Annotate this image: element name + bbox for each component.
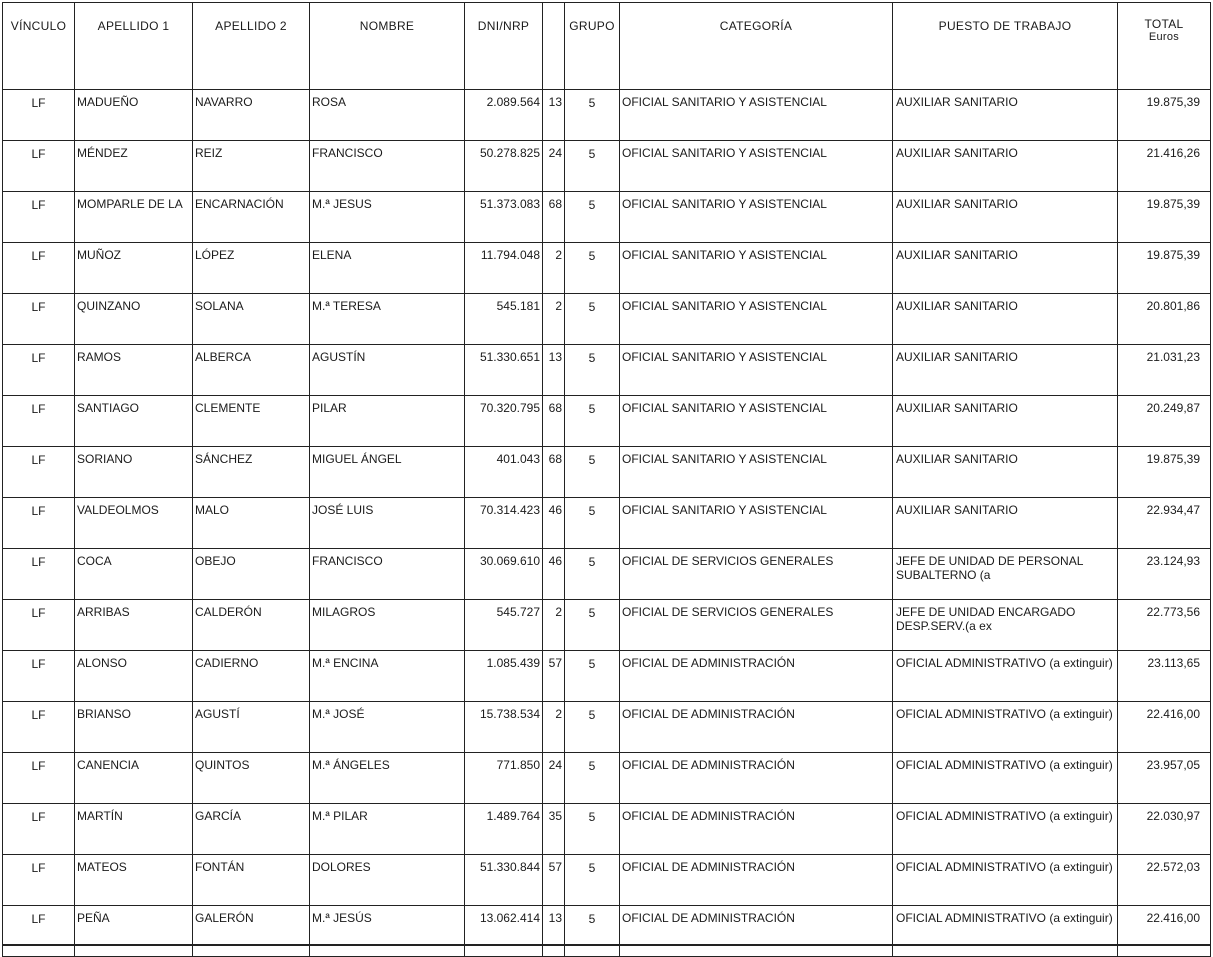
cell-nombre: M.ª JESÚS — [310, 906, 465, 957]
cell-apellido2: AGUSTÍ — [193, 702, 310, 753]
cell-vinculo: LF — [3, 141, 75, 192]
table-row — [3, 345, 1211, 396]
table-row — [3, 243, 1211, 294]
bottom-rule — [2, 944, 1210, 946]
table-row — [3, 804, 1211, 855]
cell-categoria: OFICIAL SANITARIO Y ASISTENCIAL — [620, 498, 893, 549]
header-total — [1118, 3, 1211, 90]
cell-apellido1: MÉNDEZ — [75, 141, 193, 192]
cell-dni: 51.330.844 — [465, 855, 543, 906]
cell-nrp: 2 — [543, 294, 565, 345]
table-row — [3, 702, 1211, 753]
table-row — [3, 600, 1211, 651]
cell-nrp: 68 — [543, 396, 565, 447]
cell-dni: 50.278.825 — [465, 141, 543, 192]
cell-nombre: M.ª JOSÉ — [310, 702, 465, 753]
cell-nrp: 13 — [543, 90, 565, 141]
cell-total: 20.249,87 — [1118, 396, 1211, 447]
cell-categoria: OFICIAL DE ADMINISTRACIÓN — [620, 855, 893, 906]
header-row — [3, 3, 1211, 90]
cell-apellido2: OBEJO — [193, 549, 310, 600]
cell-total: 22.030,97 — [1118, 804, 1211, 855]
cell-puesto: AUXILIAR SANITARIO — [893, 396, 1118, 447]
cell-apellido2: LÓPEZ — [193, 243, 310, 294]
cell-grupo: 5 — [565, 702, 620, 753]
cell-total: 22.934,47 — [1118, 498, 1211, 549]
cell-apellido1: COCA — [75, 549, 193, 600]
cell-grupo: 5 — [565, 192, 620, 243]
cell-dni: 13.062.414 — [465, 906, 543, 957]
cell-apellido2: REIZ — [193, 141, 310, 192]
cell-puesto: OFICIAL ADMINISTRATIVO (a extinguir) — [893, 906, 1118, 957]
cell-puesto: AUXILIAR SANITARIO — [893, 294, 1118, 345]
cell-categoria: OFICIAL SANITARIO Y ASISTENCIAL — [620, 345, 893, 396]
cell-vinculo: LF — [3, 192, 75, 243]
cell-dni: 11.794.048 — [465, 243, 543, 294]
cell-puesto: JEFE DE UNIDAD DE PERSONAL SUBALTERNO (a — [893, 549, 1118, 600]
cell-apellido1: QUINZANO — [75, 294, 193, 345]
cell-nrp: 2 — [543, 600, 565, 651]
cell-nombre: FRANCISCO — [310, 141, 465, 192]
cell-vinculo: LF — [3, 651, 75, 702]
cell-dni: 70.314.423 — [465, 498, 543, 549]
cell-nombre: MIGUEL ÁNGEL — [310, 447, 465, 498]
cell-total: 22.416,00 — [1118, 906, 1211, 957]
cell-grupo: 5 — [565, 243, 620, 294]
cell-grupo: 5 — [565, 804, 620, 855]
cell-nrp: 13 — [543, 906, 565, 957]
cell-puesto: AUXILIAR SANITARIO — [893, 243, 1118, 294]
cell-puesto: AUXILIAR SANITARIO — [893, 447, 1118, 498]
cell-apellido2: SOLANA — [193, 294, 310, 345]
header-puesto: PUESTO DE TRABAJO — [893, 3, 1118, 90]
cell-grupo: 5 — [565, 141, 620, 192]
cell-vinculo: LF — [3, 294, 75, 345]
cell-apellido1: VALDEOLMOS — [75, 498, 193, 549]
cell-categoria: OFICIAL DE ADMINISTRACIÓN — [620, 753, 893, 804]
table-row — [3, 651, 1211, 702]
header-apellido2: APELLIDO 2 — [193, 3, 310, 90]
cell-nrp: 57 — [543, 651, 565, 702]
cell-nombre: DOLORES — [310, 855, 465, 906]
header-grupo: GRUPO — [565, 3, 620, 90]
table-row — [3, 396, 1211, 447]
cell-apellido2: CLEMENTE — [193, 396, 310, 447]
cell-apellido2: CALDERÓN — [193, 600, 310, 651]
cell-nrp: 46 — [543, 498, 565, 549]
cell-puesto: OFICIAL ADMINISTRATIVO (a extinguir) — [893, 855, 1118, 906]
cell-dni: 51.373.083 — [465, 192, 543, 243]
cell-puesto: OFICIAL ADMINISTRATIVO (a extinguir) — [893, 804, 1118, 855]
cell-vinculo: LF — [3, 447, 75, 498]
cell-categoria: OFICIAL DE ADMINISTRACIÓN — [620, 651, 893, 702]
cell-categoria: OFICIAL SANITARIO Y ASISTENCIAL — [620, 243, 893, 294]
cell-nombre: FRANCISCO — [310, 549, 465, 600]
header-total-label: TOTAL — [1144, 17, 1184, 31]
cell-vinculo: LF — [3, 243, 75, 294]
table-row — [3, 294, 1211, 345]
table-row — [3, 753, 1211, 804]
cell-categoria: OFICIAL DE SERVICIOS GENERALES — [620, 549, 893, 600]
cell-puesto: JEFE DE UNIDAD ENCARGADO DESP.SERV.(a ex — [893, 600, 1118, 651]
cell-total: 23.957,05 — [1118, 753, 1211, 804]
cell-grupo: 5 — [565, 498, 620, 549]
cell-dni: 2.089.564 — [465, 90, 543, 141]
cell-apellido2: ALBERCA — [193, 345, 310, 396]
cell-grupo: 5 — [565, 651, 620, 702]
cell-nrp: 2 — [543, 702, 565, 753]
cell-nrp: 68 — [543, 192, 565, 243]
cell-total: 23.113,65 — [1118, 651, 1211, 702]
cell-dni: 1.085.439 — [465, 651, 543, 702]
header-nombre: NOMBRE — [310, 3, 465, 90]
cell-categoria: OFICIAL SANITARIO Y ASISTENCIAL — [620, 396, 893, 447]
cell-grupo: 5 — [565, 396, 620, 447]
cell-grupo: 5 — [565, 855, 620, 906]
header-categoria: CATEGORÍA — [620, 3, 893, 90]
cell-vinculo: LF — [3, 396, 75, 447]
cell-categoria: OFICIAL DE SERVICIOS GENERALES — [620, 600, 893, 651]
cell-puesto: AUXILIAR SANITARIO — [893, 192, 1118, 243]
cell-total: 21.416,26 — [1118, 141, 1211, 192]
cell-nrp: 13 — [543, 345, 565, 396]
cell-dni: 545.727 — [465, 600, 543, 651]
cell-apellido1: MUÑOZ — [75, 243, 193, 294]
cell-vinculo: LF — [3, 90, 75, 141]
cell-vinculo: LF — [3, 498, 75, 549]
cell-apellido1: MADUEÑO — [75, 90, 193, 141]
cell-vinculo: LF — [3, 753, 75, 804]
cell-total: 20.801,86 — [1118, 294, 1211, 345]
cell-total: 21.031,23 — [1118, 345, 1211, 396]
table-row — [3, 906, 1211, 957]
cell-total: 22.572,03 — [1118, 855, 1211, 906]
cell-puesto: AUXILIAR SANITARIO — [893, 345, 1118, 396]
cell-categoria: OFICIAL DE ADMINISTRACIÓN — [620, 804, 893, 855]
cell-grupo: 5 — [565, 906, 620, 957]
cell-nrp: 35 — [543, 804, 565, 855]
cell-nrp: 24 — [543, 753, 565, 804]
cell-dni: 70.320.795 — [465, 396, 543, 447]
cell-total: 22.773,56 — [1118, 600, 1211, 651]
cell-dni: 30.069.610 — [465, 549, 543, 600]
cell-apellido2: MALO — [193, 498, 310, 549]
cell-dni: 51.330.651 — [465, 345, 543, 396]
cell-puesto: AUXILIAR SANITARIO — [893, 141, 1118, 192]
cell-dni: 401.043 — [465, 447, 543, 498]
cell-puesto: AUXILIAR SANITARIO — [893, 90, 1118, 141]
cell-apellido2: GALERÓN — [193, 906, 310, 957]
cell-nombre: JOSÉ LUIS — [310, 498, 465, 549]
cell-categoria: OFICIAL SANITARIO Y ASISTENCIAL — [620, 90, 893, 141]
cell-apellido2: SÁNCHEZ — [193, 447, 310, 498]
cell-dni: 771.850 — [465, 753, 543, 804]
cell-apellido2: CADIERNO — [193, 651, 310, 702]
cell-apellido2: GARCÍA — [193, 804, 310, 855]
cell-apellido2: QUINTOS — [193, 753, 310, 804]
cell-puesto: OFICIAL ADMINISTRATIVO (a extinguir) — [893, 651, 1118, 702]
cell-grupo: 5 — [565, 345, 620, 396]
header-dni: DNI/NRP — [465, 3, 543, 90]
cell-nombre: M.ª ÁNGELES — [310, 753, 465, 804]
table-row — [3, 498, 1211, 549]
cell-total: 22.416,00 — [1118, 702, 1211, 753]
table-row — [3, 855, 1211, 906]
header-nrp — [543, 3, 565, 90]
cell-dni: 15.738.534 — [465, 702, 543, 753]
cell-apellido1: ARRIBAS — [75, 600, 193, 651]
cell-apellido1: ALONSO — [75, 651, 193, 702]
cell-apellido1: SANTIAGO — [75, 396, 193, 447]
cell-apellido2: ENCARNACIÓN — [193, 192, 310, 243]
table-row — [3, 90, 1211, 141]
cell-nombre: ELENA — [310, 243, 465, 294]
cell-total: 19.875,39 — [1118, 192, 1211, 243]
cell-vinculo: LF — [3, 549, 75, 600]
header-apellido1: APELLIDO 1 — [75, 3, 193, 90]
cell-nombre: ROSA — [310, 90, 465, 141]
cell-nombre: AGUSTÍN — [310, 345, 465, 396]
cell-dni: 545.181 — [465, 294, 543, 345]
cell-grupo: 5 — [565, 90, 620, 141]
cell-nrp: 24 — [543, 141, 565, 192]
cell-apellido2: FONTÁN — [193, 855, 310, 906]
table-row — [3, 549, 1211, 600]
personnel-table — [2, 2, 1211, 957]
table-row — [3, 141, 1211, 192]
cell-grupo: 5 — [565, 753, 620, 804]
cell-categoria: OFICIAL DE ADMINISTRACIÓN — [620, 906, 893, 957]
cell-apellido2: NAVARRO — [193, 90, 310, 141]
cell-apellido1: MATEOS — [75, 855, 193, 906]
cell-categoria: OFICIAL SANITARIO Y ASISTENCIAL — [620, 294, 893, 345]
cell-nombre: M.ª PILAR — [310, 804, 465, 855]
cell-dni: 1.489.764 — [465, 804, 543, 855]
cell-grupo: 5 — [565, 549, 620, 600]
cell-nrp: 46 — [543, 549, 565, 600]
cell-categoria: OFICIAL SANITARIO Y ASISTENCIAL — [620, 192, 893, 243]
cell-nombre: M.ª JESUS — [310, 192, 465, 243]
cell-puesto: OFICIAL ADMINISTRATIVO (a extinguir) — [893, 753, 1118, 804]
cell-apellido1: MARTÍN — [75, 804, 193, 855]
header-vinculo: VÍNCULO — [3, 3, 75, 90]
cell-apellido1: CANENCIA — [75, 753, 193, 804]
cell-nombre: M.ª ENCINA — [310, 651, 465, 702]
cell-nombre: M.ª TERESA — [310, 294, 465, 345]
cell-vinculo: LF — [3, 906, 75, 957]
cell-total: 23.124,93 — [1118, 549, 1211, 600]
cell-apellido1: MOMPARLE DE LA — [75, 192, 193, 243]
table-row — [3, 447, 1211, 498]
cell-total: 19.875,39 — [1118, 90, 1211, 141]
cell-total: 19.875,39 — [1118, 447, 1211, 498]
cell-grupo: 5 — [565, 294, 620, 345]
cell-categoria: OFICIAL SANITARIO Y ASISTENCIAL — [620, 141, 893, 192]
cell-apellido1: BRIANSO — [75, 702, 193, 753]
cell-apellido1: PEÑA — [75, 906, 193, 957]
cell-puesto: OFICIAL ADMINISTRATIVO (a extinguir) — [893, 702, 1118, 753]
cell-nombre: PILAR — [310, 396, 465, 447]
cell-grupo: 5 — [565, 447, 620, 498]
cell-apellido1: RAMOS — [75, 345, 193, 396]
cell-nombre: MILAGROS — [310, 600, 465, 651]
table-row — [3, 192, 1211, 243]
cell-nrp: 68 — [543, 447, 565, 498]
cell-categoria: OFICIAL SANITARIO Y ASISTENCIAL — [620, 447, 893, 498]
cell-total: 19.875,39 — [1118, 243, 1211, 294]
header-total-unit: Euros — [1148, 31, 1180, 43]
cell-vinculo: LF — [3, 600, 75, 651]
cell-categoria: OFICIAL DE ADMINISTRACIÓN — [620, 702, 893, 753]
cell-apellido1: SORIANO — [75, 447, 193, 498]
cell-vinculo: LF — [3, 804, 75, 855]
cell-vinculo: LF — [3, 702, 75, 753]
cell-vinculo: LF — [3, 345, 75, 396]
cell-puesto: AUXILIAR SANITARIO — [893, 498, 1118, 549]
cell-nrp: 57 — [543, 855, 565, 906]
cell-nrp: 2 — [543, 243, 565, 294]
cell-grupo: 5 — [565, 600, 620, 651]
cell-vinculo: LF — [3, 855, 75, 906]
